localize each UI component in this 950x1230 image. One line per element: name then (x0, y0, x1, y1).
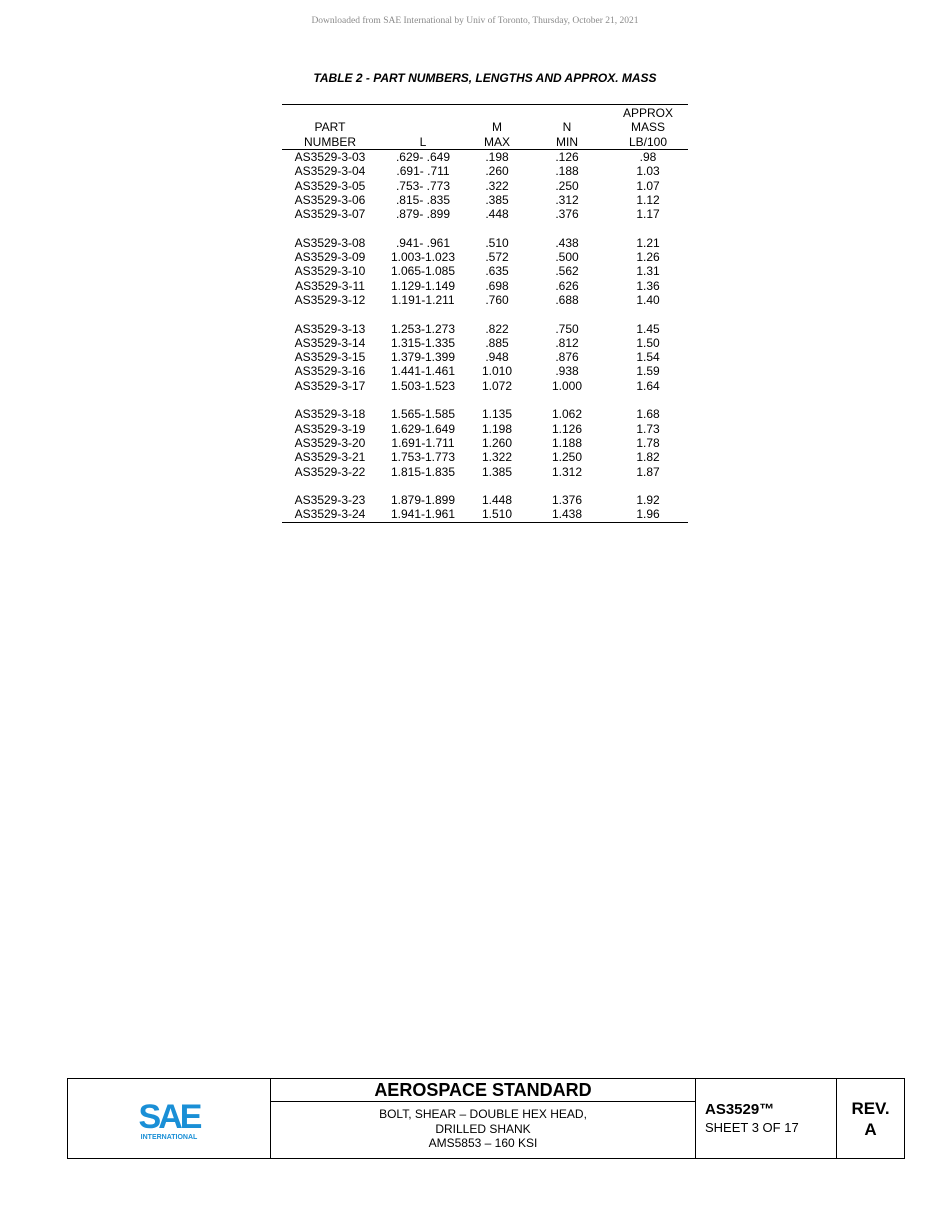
m-max-cell: .822 (485, 321, 509, 336)
mass-cell: 1.21 (636, 235, 660, 250)
approx-mass-header (608, 105, 688, 149)
title-block-center (271, 1079, 696, 1158)
n-min-cell: .688 (555, 292, 579, 307)
part-number-cell: AS3529-3-14 (294, 335, 366, 350)
part-number-cell: AS3529-3-05 (294, 178, 366, 193)
mass-cell: 1.40 (636, 292, 660, 307)
n-min-cell: 1.126 (551, 421, 583, 436)
part-number-cell: AS3529-3-04 (294, 164, 366, 179)
part-number-cell: AS3529-3-21 (294, 450, 366, 465)
length-cell: 1.129-1.149 (390, 278, 456, 293)
part-description (271, 1102, 695, 1158)
mass-cell: 1.87 (636, 464, 660, 479)
length-cell: 1.815-1.835 (390, 464, 456, 479)
m-max-cell: .198 (485, 150, 509, 164)
n-min-cell: 1.062 (551, 407, 583, 422)
header-line: MAX (483, 134, 510, 149)
length-cell: 1.691-1.711 (391, 435, 455, 450)
m-max-cell: .572 (485, 250, 509, 265)
n-min-cell: 1.376 (551, 493, 583, 508)
length-cell: 1.379-1.399 (390, 350, 456, 365)
part-number-cell: AS3529-3-23 (294, 493, 366, 508)
table-row (282, 336, 688, 350)
document-number: AS3529™ (705, 1101, 775, 1118)
mass-cell: 1.50 (636, 335, 660, 350)
n-min-cell: .938 (555, 364, 579, 379)
table-row (282, 207, 688, 221)
n-min-cell: .438 (555, 235, 579, 250)
download-watermark: Downloaded from SAE International by Univ of Toronto, Thursday, October 21, 2021 (311, 16, 639, 26)
n-min-cell: .188 (555, 164, 579, 179)
sae-logo-letters: SAE (138, 1097, 200, 1136)
n-min-cell: 1.312 (551, 464, 583, 479)
revision (837, 1079, 904, 1158)
n-min-cell: .312 (555, 192, 579, 207)
n-min-cell: .876 (555, 350, 579, 365)
mass-cell: 1.59 (636, 364, 660, 379)
table-row (282, 264, 688, 278)
mass-cell: 1.78 (636, 435, 660, 450)
length-header (378, 105, 468, 149)
length-cell: 1.191-1.211 (391, 292, 455, 307)
table-row (282, 293, 688, 307)
n-min-cell: .750 (555, 321, 579, 336)
mass-cell: 1.68 (636, 407, 660, 422)
header-line: NUMBER (303, 134, 356, 149)
length-cell: 1.315-1.335 (390, 335, 456, 350)
table-title: TABLE 2 - PART NUMBERS, LENGTHS AND APPROX. MASS (313, 71, 657, 85)
table-row (282, 179, 688, 193)
length-cell: .753- .773 (395, 178, 451, 193)
m-max-cell: .385 (485, 192, 509, 207)
header-line: N (562, 120, 572, 135)
sae-logo-subtext: INTERNATIONAL (140, 1133, 198, 1141)
sheet-number: SHEET 3 OF 17 (705, 1120, 799, 1135)
table-row (282, 407, 688, 421)
m-max-header (468, 105, 526, 149)
length-cell: 1.629-1.649 (390, 421, 456, 436)
header-line: MIN (556, 134, 578, 149)
part-number-cell: AS3529-3-11 (295, 278, 365, 293)
mass-cell: 1.92 (636, 493, 660, 508)
length-cell: .941- .961 (395, 235, 451, 250)
part-number-cell: AS3529-3-13 (294, 321, 366, 336)
table-row (282, 436, 688, 450)
table-row (282, 450, 688, 464)
sae-logo-icon (129, 1096, 209, 1142)
standard-type: AEROSPACE STANDARD (271, 1079, 695, 1102)
header-line: PART (314, 120, 346, 135)
part-number-header (282, 105, 378, 149)
n-min-cell: .626 (555, 278, 579, 293)
m-max-cell: 1.322 (481, 450, 513, 465)
length-cell: .815- .835 (395, 192, 451, 207)
m-max-cell: .698 (485, 278, 509, 293)
mass-cell: 1.26 (636, 250, 660, 265)
part-number-cell: AS3529-3-12 (294, 292, 366, 307)
n-min-cell: .812 (555, 335, 579, 350)
n-min-cell: .126 (555, 150, 579, 164)
m-max-cell: 1.385 (481, 464, 513, 479)
mass-cell: 1.45 (636, 321, 660, 336)
length-cell: 1.065-1.085 (390, 264, 456, 279)
length-cell: 1.565-1.585 (390, 407, 456, 422)
m-max-cell: .885 (485, 335, 509, 350)
part-number-cell: AS3529-3-20 (294, 435, 366, 450)
part-number-cell: AS3529-3-22 (294, 464, 366, 479)
m-max-cell: .635 (485, 264, 509, 279)
length-cell: 1.003-1.023 (390, 250, 456, 265)
document-id (696, 1079, 837, 1158)
mass-cell: 1.12 (636, 192, 660, 207)
table-row (282, 364, 688, 378)
length-cell: .879- .899 (395, 207, 451, 222)
table-header (282, 105, 688, 150)
m-max-cell: 1.010 (481, 364, 513, 379)
mass-cell: 1.03 (636, 164, 660, 179)
length-cell: 1.879-1.899 (390, 493, 456, 508)
m-max-cell: 1.448 (481, 493, 513, 508)
mass-cell: 1.54 (636, 350, 660, 365)
part-number-cell: AS3529-3-16 (294, 364, 366, 379)
m-max-cell: 1.072 (481, 378, 513, 393)
part-number-cell: AS3529-3-09 (294, 250, 366, 265)
length-cell: 1.753-1.773 (390, 450, 456, 465)
part-number-cell: AS3529-3-10 (294, 264, 366, 279)
n-min-cell: .250 (555, 178, 579, 193)
header-line: LB/100 (628, 134, 668, 149)
m-max-cell: 1.260 (481, 435, 513, 450)
header-line: MASS (630, 120, 665, 135)
part-numbers-table (282, 104, 688, 523)
part-number-cell: AS3529-3-17 (294, 378, 366, 393)
description-line: AMS5853 – 160 KSI (428, 1136, 538, 1151)
n-min-cell: .500 (555, 250, 579, 265)
mass-cell: 1.64 (636, 378, 660, 393)
part-number-cell: AS3529-3-15 (294, 350, 366, 365)
n-min-cell: 1.188 (551, 435, 583, 450)
length-cell: .629- .649 (395, 150, 451, 164)
m-max-cell: .510 (485, 235, 509, 250)
sae-logo (68, 1079, 271, 1158)
table-row (282, 250, 688, 264)
mass-cell: 1.17 (636, 207, 660, 222)
table-row (282, 279, 688, 293)
n-min-cell: 1.250 (551, 450, 583, 465)
table-row (282, 379, 688, 393)
mass-cell: 1.82 (636, 450, 660, 465)
m-max-cell: .260 (485, 164, 509, 179)
mass-cell: 1.36 (636, 278, 660, 293)
n-min-cell: .376 (555, 207, 579, 222)
description-line: DRILLED SHANK (435, 1121, 531, 1136)
table-row (282, 164, 688, 178)
table-row (282, 236, 688, 250)
part-number-cell: AS3529-3-06 (294, 192, 366, 207)
m-max-cell: 1.135 (481, 407, 513, 422)
mass-cell: 1.07 (636, 178, 660, 193)
m-max-cell: 1.198 (481, 421, 513, 436)
table-row (282, 350, 688, 364)
table-row (282, 507, 688, 521)
mass-cell: .98 (639, 150, 657, 164)
mass-cell: 1.73 (636, 421, 660, 436)
n-min-cell: 1.000 (551, 378, 583, 393)
length-cell: 1.941-1.961 (390, 507, 456, 522)
table-body (282, 150, 688, 522)
m-max-cell: 1.510 (481, 507, 513, 522)
header-line: L (419, 134, 427, 149)
m-max-cell: .760 (485, 292, 509, 307)
m-max-cell: .448 (485, 207, 509, 222)
length-cell: 1.503-1.523 (390, 378, 456, 393)
table-row (282, 465, 688, 479)
table-row (282, 193, 688, 207)
m-max-cell: .322 (485, 178, 509, 193)
length-cell: 1.441-1.461 (390, 364, 456, 379)
length-cell: .691- .711 (396, 164, 450, 179)
part-number-cell: AS3529-3-03 (294, 150, 366, 164)
description-line: BOLT, SHEAR – DOUBLE HEX HEAD, (379, 1107, 587, 1121)
m-max-cell: .948 (485, 350, 509, 365)
mass-cell: 1.31 (636, 264, 660, 279)
table-row (282, 422, 688, 436)
mass-cell: 1.96 (636, 507, 660, 522)
n-min-header (526, 105, 608, 149)
part-number-cell: AS3529-3-08 (294, 235, 366, 250)
part-number-cell: AS3529-3-19 (294, 421, 366, 436)
part-number-cell: AS3529-3-24 (294, 507, 366, 522)
part-number-cell: AS3529-3-18 (294, 407, 366, 422)
length-cell: 1.253-1.273 (390, 321, 456, 336)
revision-label: REV. (851, 1098, 890, 1118)
n-min-cell: 1.438 (551, 507, 583, 522)
title-block (67, 1078, 905, 1159)
revision-value: A (864, 1119, 877, 1139)
n-min-cell: .562 (555, 264, 579, 279)
table-row (282, 493, 688, 507)
header-line: APPROX (622, 106, 673, 121)
table-row (282, 150, 688, 164)
part-number-cell: AS3529-3-07 (294, 207, 366, 222)
header-line: M (492, 120, 502, 135)
table-row (282, 322, 688, 336)
